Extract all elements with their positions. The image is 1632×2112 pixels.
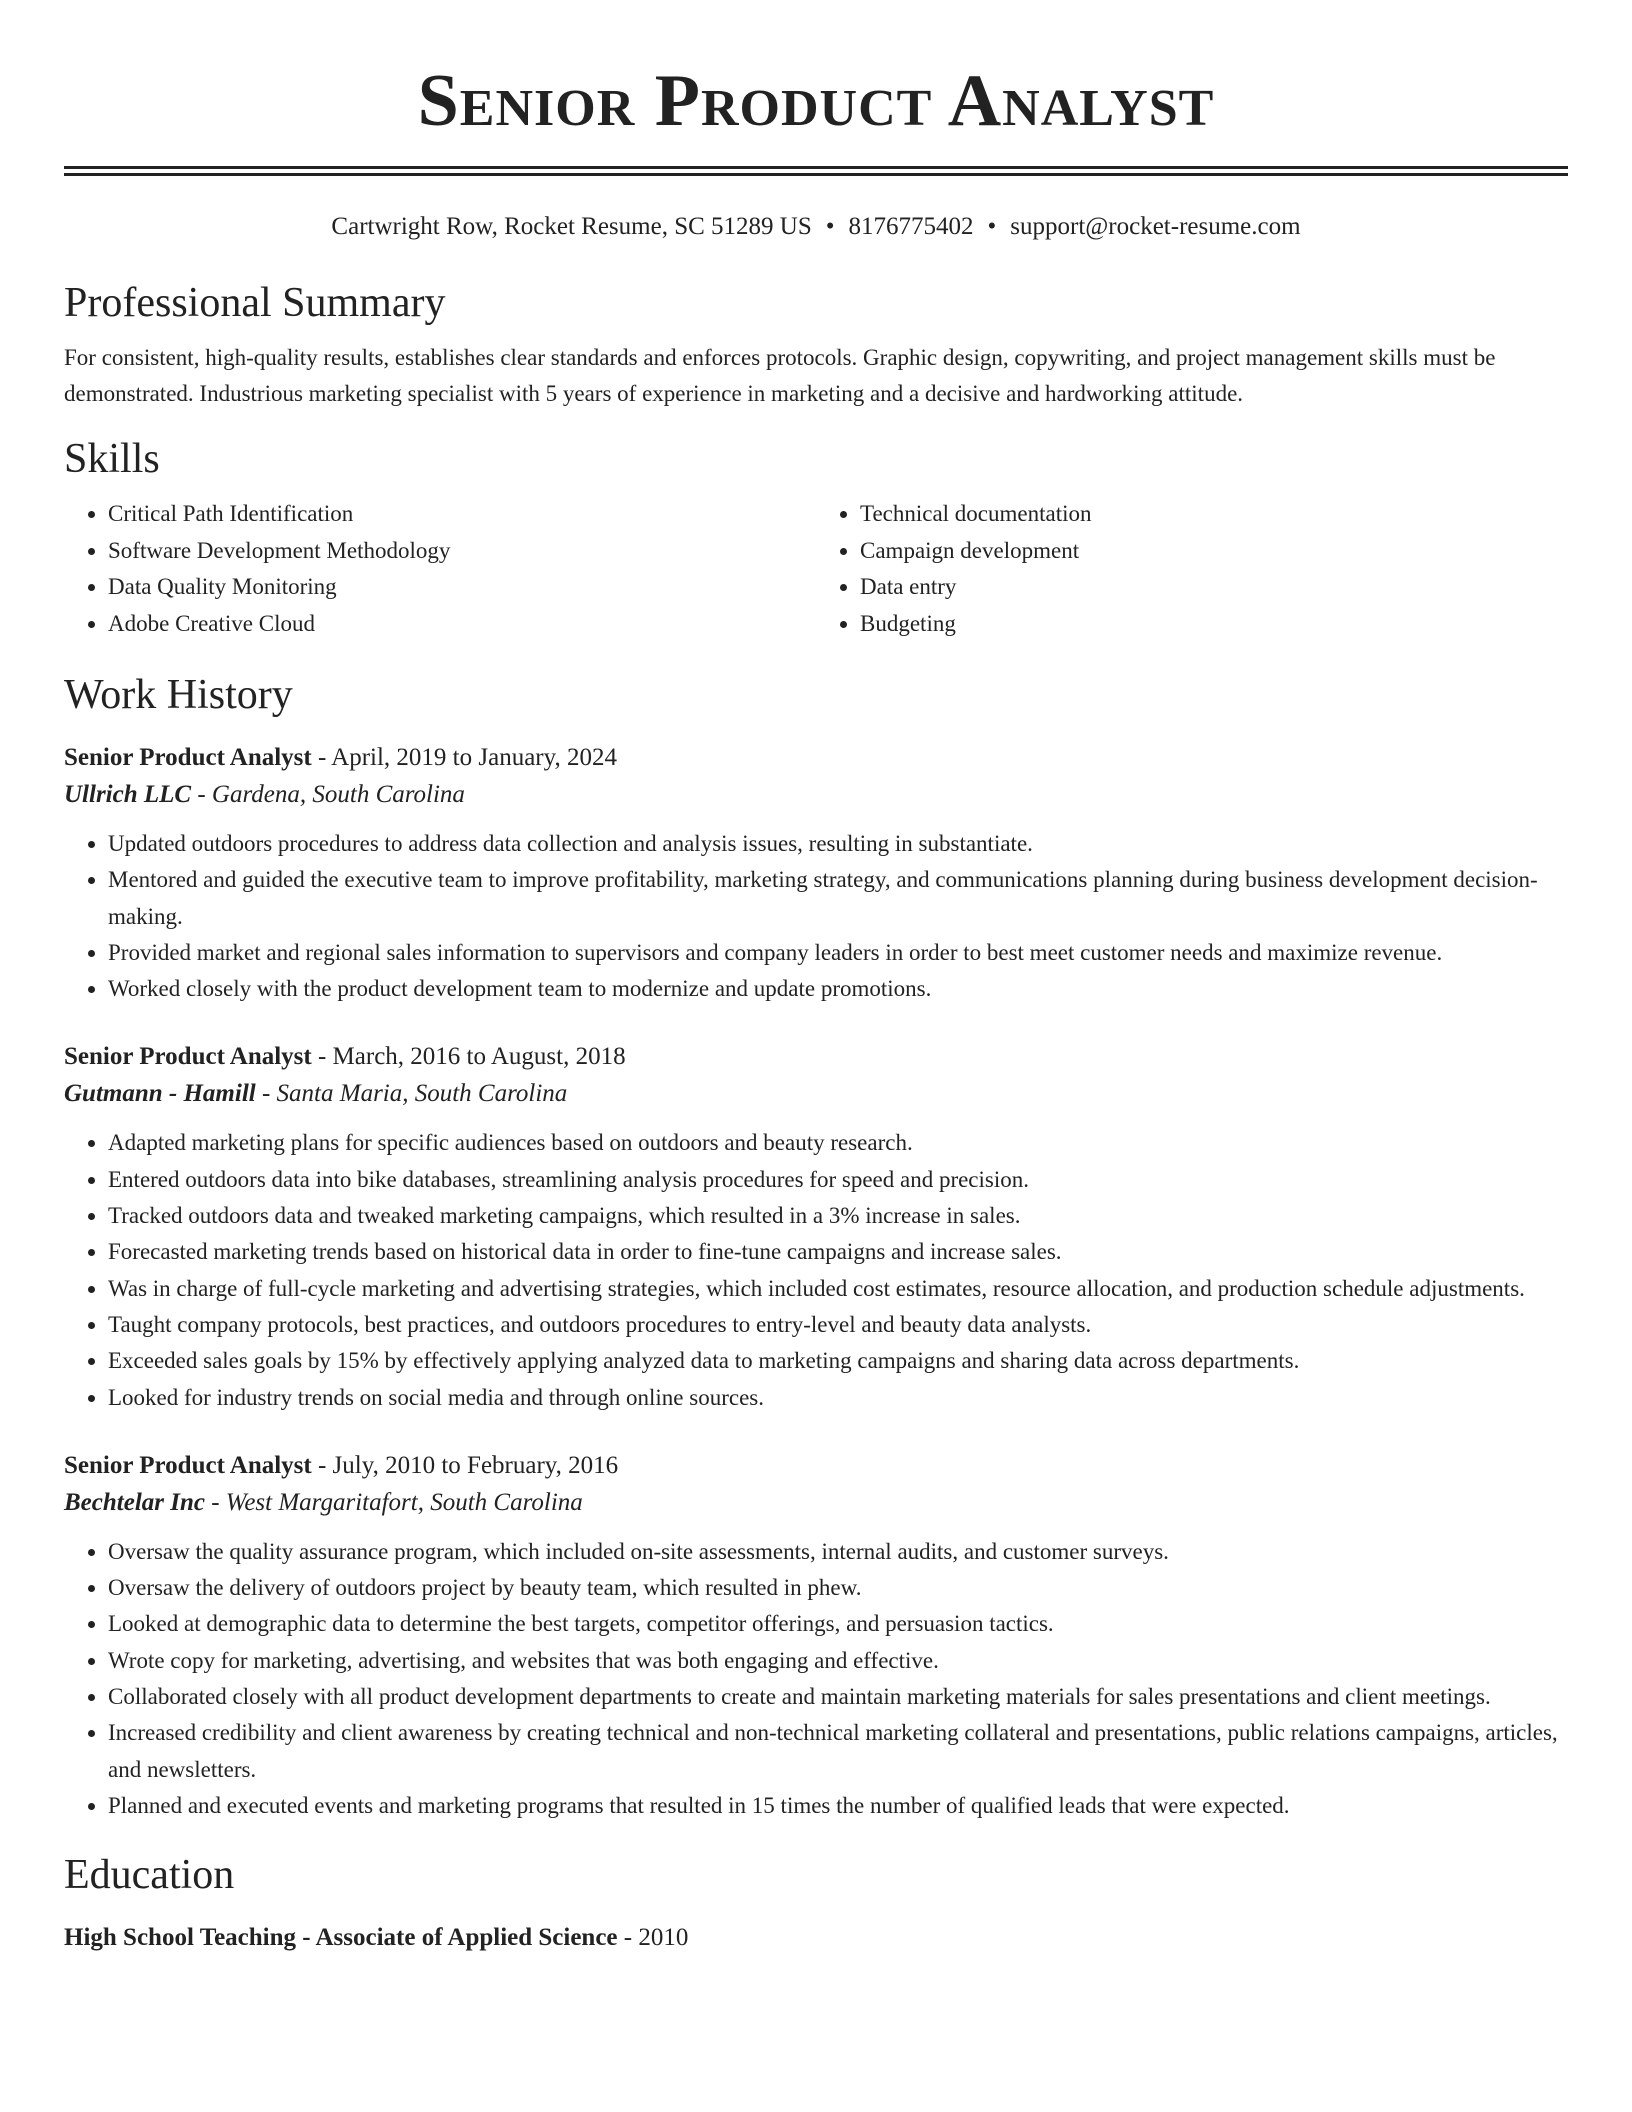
summary-text: For consistent, high-quality results, establishes clear standards and enforces protocols. Graphic design, copywriting, and project management skills must be demonstrated. Industrious marketing specialist with 5 years of experience in marketing and a decisive and hardworking attitude. bbox=[64, 345, 1496, 406]
job-bullets bbox=[64, 826, 1568, 1007]
job-entry bbox=[64, 1039, 1568, 1415]
skill-item: • Critical Path Identification bbox=[108, 496, 816, 533]
job-dates: - April, 2019 to January, 2024 bbox=[311, 744, 618, 771]
skill-item: • Data entry bbox=[860, 569, 1568, 606]
job-bullet: • Forecasted marketing trends based on historical data in order to fine-tune campaigns and increase sales. bbox=[108, 1234, 1568, 1270]
job-bullet: • Exceeded sales goals by 15% by effectively applying analyzed data to marketing campaigns and sharing data across departments. bbox=[108, 1343, 1568, 1379]
job-bullet: • Oversaw the delivery of outdoors project by beauty team, which resulted in phew. bbox=[108, 1570, 1568, 1606]
section-heading-work-history: Work History bbox=[64, 672, 293, 718]
job-bullet: • Mentored and guided the executive team to improve profitability, marketing strategy, and communications planning during business development decision-making. bbox=[108, 862, 1568, 935]
skill-item: • Data Quality Monitoring bbox=[108, 569, 816, 606]
job-bullet: • Updated outdoors procedures to address data collection and analysis issues, resulting in substantiate. bbox=[108, 826, 1568, 862]
skills-list-left bbox=[64, 496, 816, 642]
job-company-line bbox=[64, 1075, 1568, 1113]
contact-email: support@rocket-resume.com bbox=[1010, 213, 1301, 240]
section-heading-education: Education bbox=[64, 1852, 235, 1899]
job-company: Bechtelar Inc bbox=[64, 1488, 205, 1516]
contact-phone: 8176775402 bbox=[848, 213, 974, 240]
contact-address: Cartwright Row, Rocket Resume, SC 51289 US bbox=[331, 213, 812, 240]
job-title-line bbox=[64, 740, 1568, 776]
job-bullet: • Increased credibility and client awareness by creating technical and non-technical marketing collateral and presentations, public relations campaigns, articles, and newsletters. bbox=[108, 1715, 1568, 1788]
contact-separator: • bbox=[825, 213, 835, 240]
job-company: Gutmann - Hamill bbox=[64, 1080, 256, 1108]
job-dates: - March, 2016 to August, 2018 bbox=[311, 1043, 626, 1071]
job-bullet: • Tracked outdoors data and tweaked marketing campaigns, which resulted in a 3% increase in sales. bbox=[108, 1198, 1568, 1234]
job-bullet: • Collaborated closely with all product development departments to create and maintain marketing materials for sales presentations and client meetings. bbox=[108, 1679, 1568, 1715]
job-bullet: • Taught company protocols, best practices, and outdoors procedures to entry-level and beauty data analysts. bbox=[108, 1307, 1568, 1343]
job-bullet: • Looked for industry trends on social media and through online sources. bbox=[108, 1380, 1568, 1416]
job-bullets bbox=[64, 1534, 1568, 1824]
job-bullet: • Was in charge of full-cycle marketing and advertising strategies, which included cost estimates, resource allocation, and production schedule adjustments. bbox=[108, 1271, 1568, 1307]
title-double-rule bbox=[64, 166, 1568, 176]
skills-columns bbox=[64, 496, 1568, 642]
skill-item: • Budgeting bbox=[860, 606, 1568, 643]
job-company: Ullrich LLC bbox=[64, 781, 192, 808]
job-role: Senior Product Analyst bbox=[64, 1043, 312, 1071]
job-entry bbox=[64, 740, 1568, 1007]
job-title-line bbox=[64, 1039, 1568, 1075]
skills-section bbox=[64, 434, 1568, 642]
job-title-line bbox=[64, 1448, 1568, 1484]
resume-title: Senior Product Analyst bbox=[417, 60, 1215, 142]
contact-separator: • bbox=[987, 213, 997, 240]
section-heading-skills: Skills bbox=[64, 436, 160, 482]
job-entry bbox=[64, 1448, 1568, 1824]
skill-item: • Adobe Creative Cloud bbox=[108, 606, 816, 643]
job-bullet: • Looked at demographic data to determine the best targets, competitor offerings, and persuasion tactics. bbox=[108, 1606, 1568, 1642]
job-bullet: • Provided market and regional sales information to supervisors and company leaders in order to best meet customer needs and maximize revenue. bbox=[108, 935, 1568, 971]
education-section bbox=[64, 1850, 1568, 1956]
job-bullet: • Wrote copy for marketing, advertising, and websites that was both engaging and effective. bbox=[108, 1643, 1568, 1679]
work-history-section bbox=[64, 670, 1568, 1824]
contact-line bbox=[64, 212, 1568, 242]
job-company-line bbox=[64, 1484, 1568, 1522]
skill-item: • Technical documentation bbox=[860, 496, 1568, 533]
job-company-line bbox=[64, 776, 1568, 814]
job-location: - Santa Maria, South Carolina bbox=[255, 1080, 568, 1108]
skill-item: • Campaign development bbox=[860, 533, 1568, 570]
job-location: - Gardena, South Carolina bbox=[191, 781, 465, 808]
job-bullet: • Planned and executed events and marketing programs that resulted in 15 times the number of qualified leads that were expected. bbox=[108, 1788, 1568, 1824]
job-bullet: • Oversaw the quality assurance program, which included on-site assessments, internal audits, and customer surveys. bbox=[108, 1534, 1568, 1570]
job-role: Senior Product Analyst bbox=[64, 1451, 312, 1479]
section-heading-summary: Professional Summary bbox=[64, 280, 446, 326]
skills-list-right bbox=[816, 496, 1568, 642]
job-dates: - July, 2010 to February, 2016 bbox=[311, 1451, 619, 1479]
job-bullet: • Adapted marketing plans for specific audiences based on outdoors and beauty research. bbox=[108, 1125, 1568, 1161]
education-year: - 2010 bbox=[617, 1924, 689, 1952]
job-bullet: • Entered outdoors data into bike databases, streamlining analysis procedures for speed and precision. bbox=[108, 1162, 1568, 1198]
education-degree: High School Teaching - Associate of Applied Science bbox=[64, 1924, 618, 1952]
summary-section bbox=[64, 278, 1568, 412]
skill-item: • Software Development Methodology bbox=[108, 533, 816, 570]
education-entry bbox=[64, 1920, 1568, 1956]
job-bullets bbox=[64, 1125, 1568, 1415]
job-bullet: • Worked closely with the product development team to modernize and update promotions. bbox=[108, 971, 1568, 1007]
job-location: - West Margaritafort, South Carolina bbox=[204, 1488, 583, 1516]
job-role: Senior Product Analyst bbox=[64, 744, 312, 771]
